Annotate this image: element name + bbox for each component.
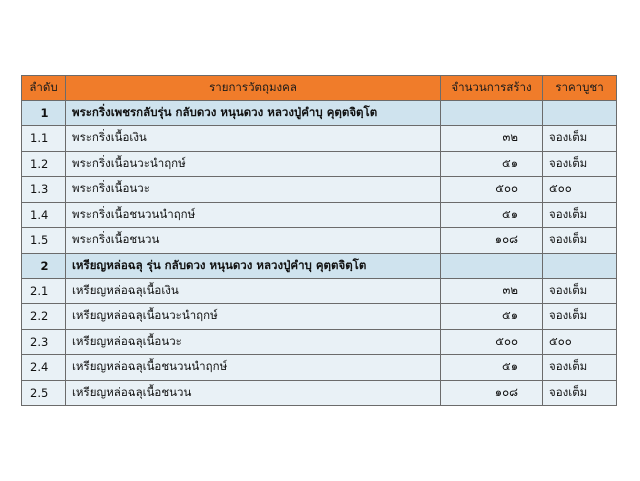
item-price: จองเต็ม <box>543 202 617 228</box>
item-number: 1.2 <box>22 151 66 177</box>
item-name: เหรียญหล่อฉลุเนื้อชนวนนำฤกษ์ <box>66 355 441 381</box>
item-price: ๕๐๐ <box>543 177 617 203</box>
table-row <box>22 380 617 406</box>
item-name: พระกริ่งเนื้อนวะนำฤกษ์ <box>66 151 441 177</box>
item-price: จองเต็ม <box>543 355 617 381</box>
header-quantity: จำนวนการสร้าง <box>441 76 543 101</box>
table-row <box>22 278 617 304</box>
item-quantity: ๕๑ <box>441 304 543 330</box>
group-row <box>22 253 617 278</box>
group-title: เหรียญหล่อฉลุ รุ่น กลับดวง หนุนดวง หลวงปู่คำบุ คุตฺตจิตฺโต <box>66 253 441 278</box>
group-row <box>22 101 617 126</box>
item-quantity: ๓๒ <box>441 126 543 152</box>
item-number: 2.3 <box>22 329 66 355</box>
item-number: 2.5 <box>22 380 66 406</box>
item-name: เหรียญหล่อฉลุเนื้อนวะนำฤกษ์ <box>66 304 441 330</box>
header-no: ลำดับ <box>22 76 66 101</box>
item-number: 2.1 <box>22 278 66 304</box>
item-number: 1.3 <box>22 177 66 203</box>
table-row <box>22 329 617 355</box>
item-name: พระกริ่งเนื้อชนวน <box>66 228 441 254</box>
table-row <box>22 355 617 381</box>
item-name: พระกริ่งเนื้อนวะ <box>66 177 441 203</box>
group-title: พระกริ่งเพชรกลับรุ่น กลับดวง หนุนดวง หลวงปู่คำบุ คุตฺตจิตฺโต <box>66 101 441 126</box>
item-quantity: ๕๑ <box>441 355 543 381</box>
group-number: 1 <box>22 101 66 126</box>
table-body <box>22 101 617 406</box>
item-quantity: ๕๐๐ <box>441 177 543 203</box>
item-number: 1.1 <box>22 126 66 152</box>
item-name: เหรียญหล่อฉลุเนื้อนวะ <box>66 329 441 355</box>
item-quantity: ๕๑ <box>441 202 543 228</box>
table-row <box>22 202 617 228</box>
amulet-list-table <box>21 75 617 406</box>
item-name: เหรียญหล่อฉลุเนื้อชนวน <box>66 380 441 406</box>
item-number: 1.4 <box>22 202 66 228</box>
item-name: พระกริ่งเนื้อเงิน <box>66 126 441 152</box>
table-row <box>22 151 617 177</box>
item-number: 2.4 <box>22 355 66 381</box>
group-quantity-empty <box>441 253 543 278</box>
group-price-empty <box>543 101 617 126</box>
item-price: จองเต็ม <box>543 228 617 254</box>
group-quantity-empty <box>441 101 543 126</box>
table-row <box>22 177 617 203</box>
item-quantity: ๕๑ <box>441 151 543 177</box>
item-name: พระกริ่งเนื้อชนวนนำฤกษ์ <box>66 202 441 228</box>
group-price-empty <box>543 253 617 278</box>
item-number: 2.2 <box>22 304 66 330</box>
item-price: จองเต็ม <box>543 278 617 304</box>
item-price: จองเต็ม <box>543 304 617 330</box>
item-price: จองเต็ม <box>543 126 617 152</box>
item-quantity: ๑๐๘ <box>441 228 543 254</box>
item-price: ๕๐๐ <box>543 329 617 355</box>
item-name: เหรียญหล่อฉลุเนื้อเงิน <box>66 278 441 304</box>
table-row <box>22 126 617 152</box>
item-number: 1.5 <box>22 228 66 254</box>
item-quantity: ๕๐๐ <box>441 329 543 355</box>
item-price: จองเต็ม <box>543 380 617 406</box>
group-number: 2 <box>22 253 66 278</box>
table-row <box>22 304 617 330</box>
item-price: จองเต็ม <box>543 151 617 177</box>
item-quantity: ๑๐๘ <box>441 380 543 406</box>
table-row <box>22 228 617 254</box>
header-price: ราคาบูชา <box>543 76 617 101</box>
header-item: รายการวัตถุมงคล <box>66 76 441 101</box>
item-quantity: ๓๒ <box>441 278 543 304</box>
table-header-row <box>22 76 617 101</box>
